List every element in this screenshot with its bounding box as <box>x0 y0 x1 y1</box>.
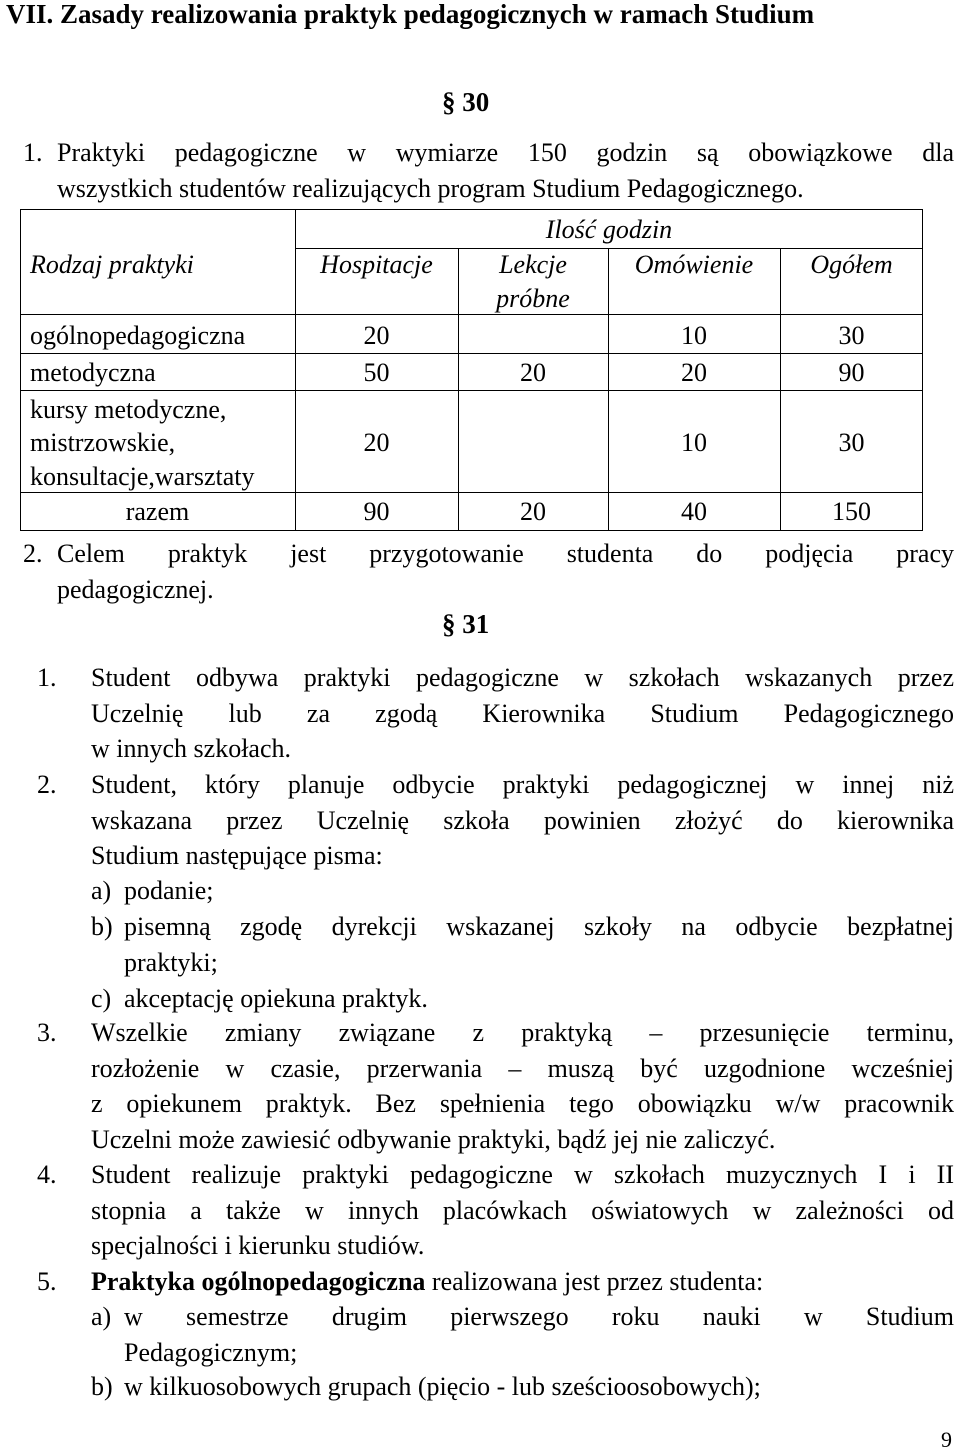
p31-5-text <box>91 1264 954 1300</box>
section-30-heading: § 30 <box>442 87 490 117</box>
text-line <box>91 1264 954 1300</box>
text-line: Pedagogicznym; <box>124 1337 298 1367</box>
section-31-heading: § 31 <box>442 609 490 639</box>
table-border-top <box>20 209 923 210</box>
p31-4-number: 4. <box>37 1160 57 1189</box>
text-line: z opiekunem praktyk. Bez spełnienia tego obowiązku w/w pracownik <box>91 1089 954 1118</box>
table-border-left <box>20 209 21 531</box>
p31-1-number: 1. <box>37 663 57 692</box>
text-line: Studium następujące pisma: <box>91 841 383 870</box>
text-line: Wszelkie zmiany związane z praktyką – przesunięcie terminu, <box>91 1018 954 1047</box>
header-omowienie: Omówienie <box>634 250 754 279</box>
cell-value: 10 <box>681 428 707 457</box>
cell-value: 20 <box>520 358 546 387</box>
text-line: podanie; <box>124 876 214 905</box>
text-line: Praktyki pedagogiczne w wymiarze 150 godzin są obowiązkowe dla <box>57 138 954 167</box>
cell-value: 30 <box>838 428 865 457</box>
p31-5-b-text <box>124 1369 954 1405</box>
p31-5-a-text <box>124 1299 954 1370</box>
cell-value: 20 <box>520 497 546 526</box>
p31-1-text <box>91 660 954 767</box>
text-line: wszystkich studentów realizujących program Studium Pedagogicznego. <box>57 173 804 203</box>
page-number: 9 <box>941 1427 952 1452</box>
text-line: rozłożenie w czasie, przerwania – muszą być uzgodnione wcześniej <box>91 1053 954 1083</box>
p31-2-a-text <box>124 873 954 909</box>
text-line: stopnia a także w innych placówkach oświatowych w zależności od <box>91 1195 954 1225</box>
cell-value: 10 <box>681 321 707 350</box>
header-lekcje: Lekcje <box>499 250 567 279</box>
text-line: wskazana przez Uczelnię szkoła powinien złożyć do kierownika <box>91 805 954 835</box>
text-line: praktyki; <box>124 947 218 977</box>
p31-2-a-label: a) <box>91 876 112 905</box>
text-line: w kilkuosobowych grupach (pięcio - lub sześcioosobowych); <box>124 1372 761 1401</box>
p31-5-number: 5. <box>37 1267 57 1296</box>
p30-2-text <box>57 536 954 607</box>
text-line: Celem praktyk jest przygotowanie studenta do podjęcia pracy <box>57 539 954 568</box>
text-rest: realizowana jest przez studenta: <box>425 1267 764 1296</box>
text-line: Uczelnię lub za zgodą Kierownika Studium Pedagogicznego <box>91 698 954 728</box>
text-line: specjalności i kierunku studiów. <box>91 1231 425 1260</box>
p31-2-b-text <box>124 909 954 980</box>
header-ilosc-godzin: Ilość godzin <box>545 215 673 244</box>
cell-value: 90 <box>838 358 865 387</box>
cell-value: 20 <box>363 428 390 457</box>
row-name-line: kursy metodyczne, <box>30 395 227 424</box>
bold-term: Praktyka ogólnopedagogiczna <box>91 1267 426 1296</box>
p31-2-number: 2. <box>37 770 57 799</box>
table-border-bottom <box>20 530 923 531</box>
p31-3-number: 3. <box>37 1018 57 1047</box>
p30-1-text <box>57 135 954 206</box>
row-name-line: mistrzowskie, <box>30 428 176 457</box>
p31-3-text <box>91 1015 954 1157</box>
text-line: Uczelni może zawiesić odbywanie praktyki, bądź jej nie zaliczyć. <box>91 1124 776 1154</box>
text-line: akceptację opiekuna praktyk. <box>124 984 428 1013</box>
p31-5-a-label: a) <box>91 1302 112 1331</box>
p31-4-text <box>91 1157 954 1264</box>
p30-1-number: 1. <box>23 138 43 167</box>
header-probne: próbne <box>496 284 570 313</box>
p31-5-b-label: b) <box>91 1372 113 1401</box>
row-name-total: razem <box>125 497 190 526</box>
p31-2-b-label: b) <box>91 912 113 941</box>
p31-2-c-label: c) <box>91 984 112 1013</box>
cell-value: 30 <box>838 321 865 350</box>
header-hospitacje: Hospitacje <box>320 250 433 279</box>
text-line: Student realizuje praktyki pedagogiczne w szkołach muzycznych I i II <box>91 1160 954 1189</box>
p31-2-text <box>91 767 954 874</box>
text-line: Student, który planuje odbycie praktyki pedagogicznej w innej niż <box>91 770 954 799</box>
header-ogolem: Ogółem <box>810 250 893 279</box>
row-name-line: konsultacje,warsztaty <box>30 462 255 491</box>
header-rodzaj-praktyki: Rodzaj praktyki <box>30 250 194 279</box>
cell-value: 90 <box>363 497 390 526</box>
cell-value: 150 <box>832 497 871 526</box>
cell-value: 40 <box>681 497 707 526</box>
row-name: ogólnopedagogiczna <box>30 321 246 350</box>
practice-hours-table <box>20 209 923 531</box>
row-name: metodyczna <box>30 358 156 387</box>
text-line: w semestrze drugim pierwszego roku nauki w Studium <box>124 1302 954 1331</box>
p30-2-number: 2. <box>23 539 43 568</box>
cell-value: 20 <box>681 358 707 387</box>
cell-value: 50 <box>363 358 390 387</box>
text-line: w innych szkołach. <box>91 734 292 763</box>
cell-value: 20 <box>363 321 390 350</box>
chapter-heading: VII. Zasady realizowania praktyk pedagogicznych w ramach Studium <box>6 0 815 29</box>
text-line: Student odbywa praktyki pedagogiczne w szkołach wskazanych przez <box>91 663 954 692</box>
text-line: pedagogicznej. <box>57 574 214 604</box>
text-line: pisemną zgodę dyrekcji wskazanej szkoły na odbycie bezpłatnej <box>124 912 954 941</box>
p31-2-c-text <box>124 981 954 1017</box>
